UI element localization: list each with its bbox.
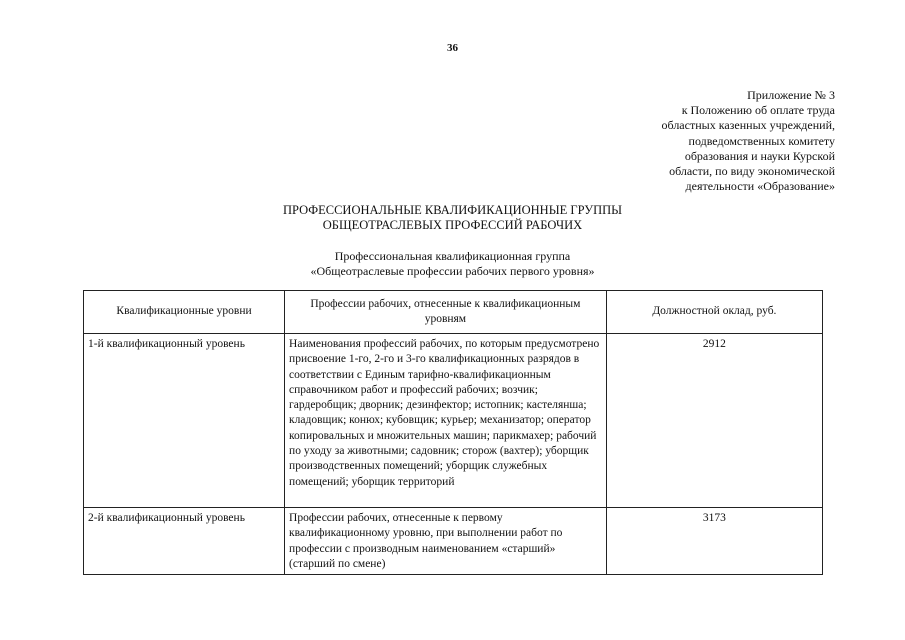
page-number: 36 <box>447 42 458 54</box>
appendix-line: областных казенных учреждений, <box>661 118 835 133</box>
appendix-line: подведомственных комитету <box>688 133 835 148</box>
subtitle-line-1: Профессиональная квалификационная группа <box>334 249 571 263</box>
group-subtitle <box>0 249 905 279</box>
cell-level: 2-й квалификационный уровень <box>84 508 285 575</box>
appendix-line: области, по виду экономической <box>669 164 835 179</box>
title-line-2: ОБЩЕОТРАСЛЕВЫХ ПРОФЕССИЙ РАБОЧИХ <box>322 218 583 232</box>
subtitle-line-2: «Общеотраслевые профессии рабочих первого уровня» <box>310 264 595 278</box>
appendix-line: Приложение № 3 <box>747 88 835 102</box>
document-title <box>0 203 905 233</box>
table-row <box>84 508 823 575</box>
cell-professions: Наименования профессий рабочих, по которым предусмотрено присвоение 1-го, 2-го и 3-го квалификационных разрядов в соответствии с Единым тарифно-квалификационным справочником работ и профессий рабочих; возчик; гардеробщик; дворник; дезинфектор; истопник; кастелянша; кладовщик; конюх; кубовщик; курьер; механизатор; оператор копировальных и множительных машин; парикмахер; рабочий по уходу за животными; садовник; сторож (вахтер); уборщик производственных помещений; уборщик служебных помещений; уборщик территорий <box>285 334 607 508</box>
appendix-line: к Положению об оплате труда <box>681 103 835 118</box>
header-levels: Квалификационные уровни <box>84 291 285 334</box>
appendix-line: образования и науки Курской <box>684 148 835 163</box>
table-row <box>84 334 823 508</box>
cell-salary: 3173 <box>606 508 822 575</box>
header-professions: Профессии рабочих, отнесенные к квалификационным уровням <box>285 291 607 334</box>
table-header-row <box>84 291 823 334</box>
appendix-line: деятельности «Образование» <box>685 179 835 194</box>
header-salary: Должностной оклад, руб. <box>606 291 822 334</box>
cell-level: 1-й квалификационный уровень <box>84 334 285 508</box>
title-line-1: ПРОФЕССИОНАЛЬНЫЕ КВАЛИФИКАЦИОННЫЕ ГРУППЫ <box>282 203 623 217</box>
qualification-table <box>83 290 823 575</box>
cell-salary: 2912 <box>606 334 822 508</box>
cell-professions: Профессии рабочих, отнесенные к первому квалификационному уровню, при выполнении работ по профессии с производным наименованием «старший» (старший по смене) <box>285 508 607 575</box>
appendix-note <box>605 88 835 194</box>
